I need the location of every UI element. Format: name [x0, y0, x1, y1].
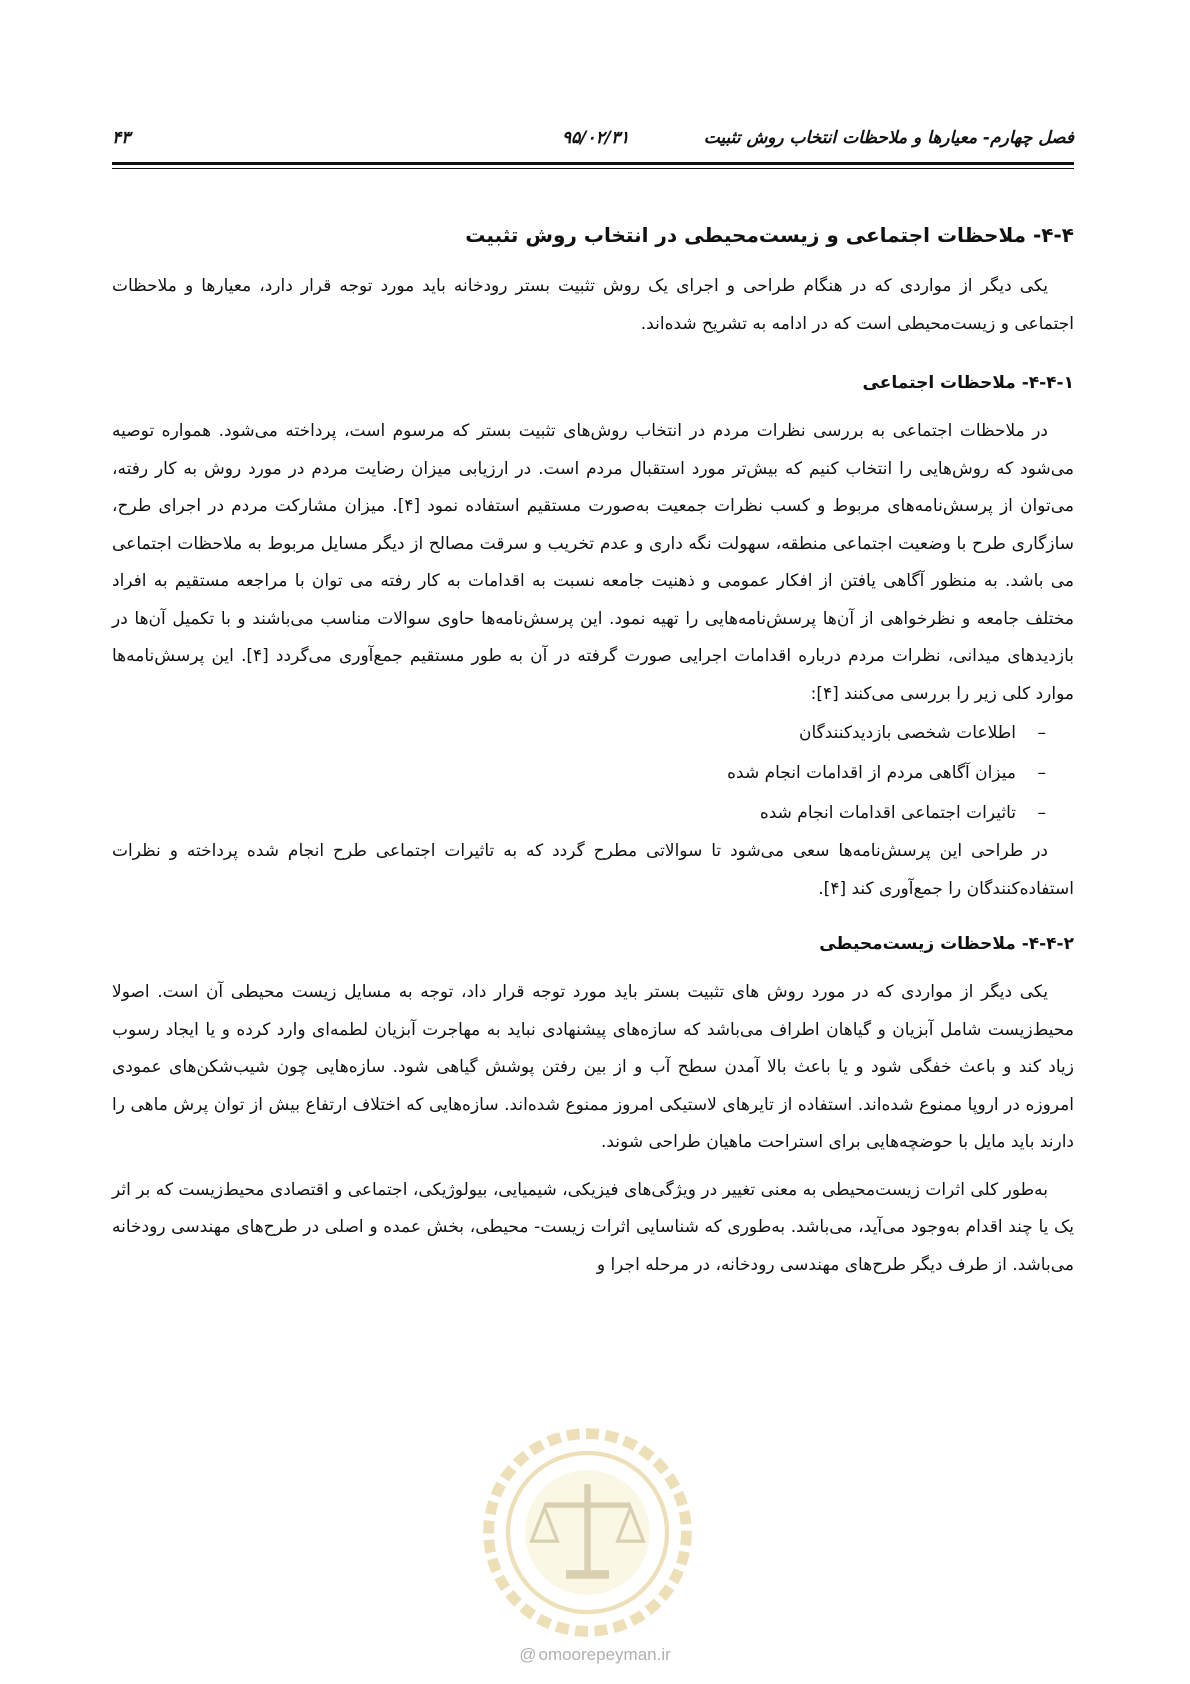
subsection-social-title: ۴-۴-۱- ملاحظات اجتماعی: [862, 373, 1074, 393]
environment-paragraph-1: یکی دیگر از مواردی که در مورد روش های تثبیت بستر باید مورد توجه قرار داد، توجه به مسایل زیست محیطی آن است. اصولا محیط‌زیست شامل آبزیان و گیاهان اطراف می‌باشد که سازه‌های پیشنهادی نباید به مهاجرت آبزیان لطمه‌ای وارد کرده و یا ایجاد رسوب زیاد کند و باعث خفگی شود و یا باعث بالا آمدن سطح آب و از بین رفتن پوشش گیاهی شود. سازه‌هایی چون شیب‌شکن‌های عمودی امروزه در اروپا ممنوع شده‌اند. استفاده از تایرهای لاستیکی امروز ممنوع شده‌اند. سازه‌هایی که اختلاف ارتفاع بیش از توان پرش ماهی را دارند باید مایل با حوضچه‌هایی برای استراحت ماهیان طراحی شوند.: [112, 982, 1074, 1152]
bullet-text: تاثیرات اجتماعی اقدامات انجام شده: [759, 803, 1016, 823]
social-paragraph-1: در ملاحظات اجتماعی به بررسی نظرات مردم در انتخاب روش‌های تثبیت بستر که مرسوم است، پرداخته می‌شود. همواره توصیه می‌شود که روش‌هایی را انتخاب کنیم که بیش‌تر مورد استقبال مردم است. در ارزیابی میزان رضایت مردم در مورد روش به کار رفته، می‌توان از پرسش‌نامه‌های مربوط و کسب نظرات جمعیت به‌صورت مستقیم استفاده نمود [۴]. میزان مشارکت مردم در اجرای طرح، سازگاری طرح با وضعیت اجتماعی منطقه، سهولت نگه داری و عدم تخریب و سرقت مصالح از دیگر مسایل مربوط به ملاحظات اجتماعی می باشد. به منظور آگاهی یافتن از افکار عمومی و ذهنیت جامعه نسبت به اقدامات به کار رفته می توان با مراجعه مستقیم به افراد مختلف جامعه و نظرخواهی از آن‌ها پرسش‌نامه‌هایی را تهیه نمود. این پرسش‌نامه‌ها حاوی سوالات مناسب می‌باشند و با تکمیل آن‌ها در بازدیدهای میدانی، نظرات مردم درباره اقدامات اجرایی صورت گرفته در آن به طور مستقیم جمع‌آوری می‌گردد [۴]. این پرسش‌نامه‌ها موارد کلی زیر را بررسی می‌کنند [۴]:: [112, 421, 1075, 704]
bullet-text: اطلاعات شخصی بازدیدکنندگان: [798, 723, 1016, 743]
at-icon: @: [519, 1645, 537, 1664]
watermark-seal-icon: [480, 1425, 695, 1640]
social-paragraph-2: در طراحی این پرسش‌نامه‌ها سعی می‌شود تا سوالاتی مطرح گردد که به تاثیرات اجتماعی طرح انجام شده پرداخته و نظرات استفاده‌کنندگان را جمع‌آوری کند [۴].: [112, 841, 1074, 899]
header-rule-thin: [112, 168, 1074, 169]
bullet-dash: –: [1037, 723, 1046, 743]
header-date: ۹۵/۰۲/۳۱: [562, 128, 630, 148]
chapter-title: فصل چهارم- معیارها و ملاحظات انتخاب روش تثبیت: [703, 128, 1074, 148]
bullet-dash: –: [1037, 763, 1046, 783]
subsection-environment-title: ۴-۴-۲- ملاحظات زیست‌محیطی: [819, 934, 1074, 954]
list-item: [112, 793, 1046, 833]
environment-paragraph-2: به‌طور کلی اثرات زیست‌محیطی به معنی تغییر در ویژگی‌های فیزیکی، شیمیایی، بیولوژیکی، اجتماعی و اقتصادی محیط‌زیست که بر اثر یک یا چند اقدام به‌وجود می‌آید، می‌باشد. به‌طوری که شناسایی اثرات زیست- محیطی، بخش عمده و اصلی در طرح‌های مهندسی رودخانه می‌باشد. از طرف دیگر طرح‌های مهندسی رودخانه، در مرحله اجرا و: [112, 1179, 1074, 1275]
page-header: [112, 128, 1074, 152]
list-item: [112, 713, 1046, 753]
section-intro: یکی دیگر از مواردی که در هنگام طراحی و اجرای یک روش تثبیت بستر رودخانه باید مورد توجه قرار دارد، معیارها و ملاحظات اجتماعی و زیست‌محیطی است که در ادامه به تشریح شده‌اند.: [112, 276, 1074, 334]
bullet-list: [112, 713, 1074, 833]
list-item: [112, 753, 1046, 793]
section-title: ۴-۴- ملاحظات اجتماعی و زیست‌محیطی در انتخاب روش تثبیت: [465, 223, 1074, 247]
bullet-dash: –: [1037, 803, 1046, 823]
footer-website: [0, 1645, 1190, 1665]
page-number: ۴۳: [112, 128, 131, 148]
page-content: [112, 220, 1074, 1284]
bullet-text: میزان آگاهی مردم از اقدامات انجام شده: [727, 763, 1016, 783]
website-url: omoorepeyman.ir: [538, 1645, 671, 1664]
header-rule-thick: [112, 162, 1074, 165]
